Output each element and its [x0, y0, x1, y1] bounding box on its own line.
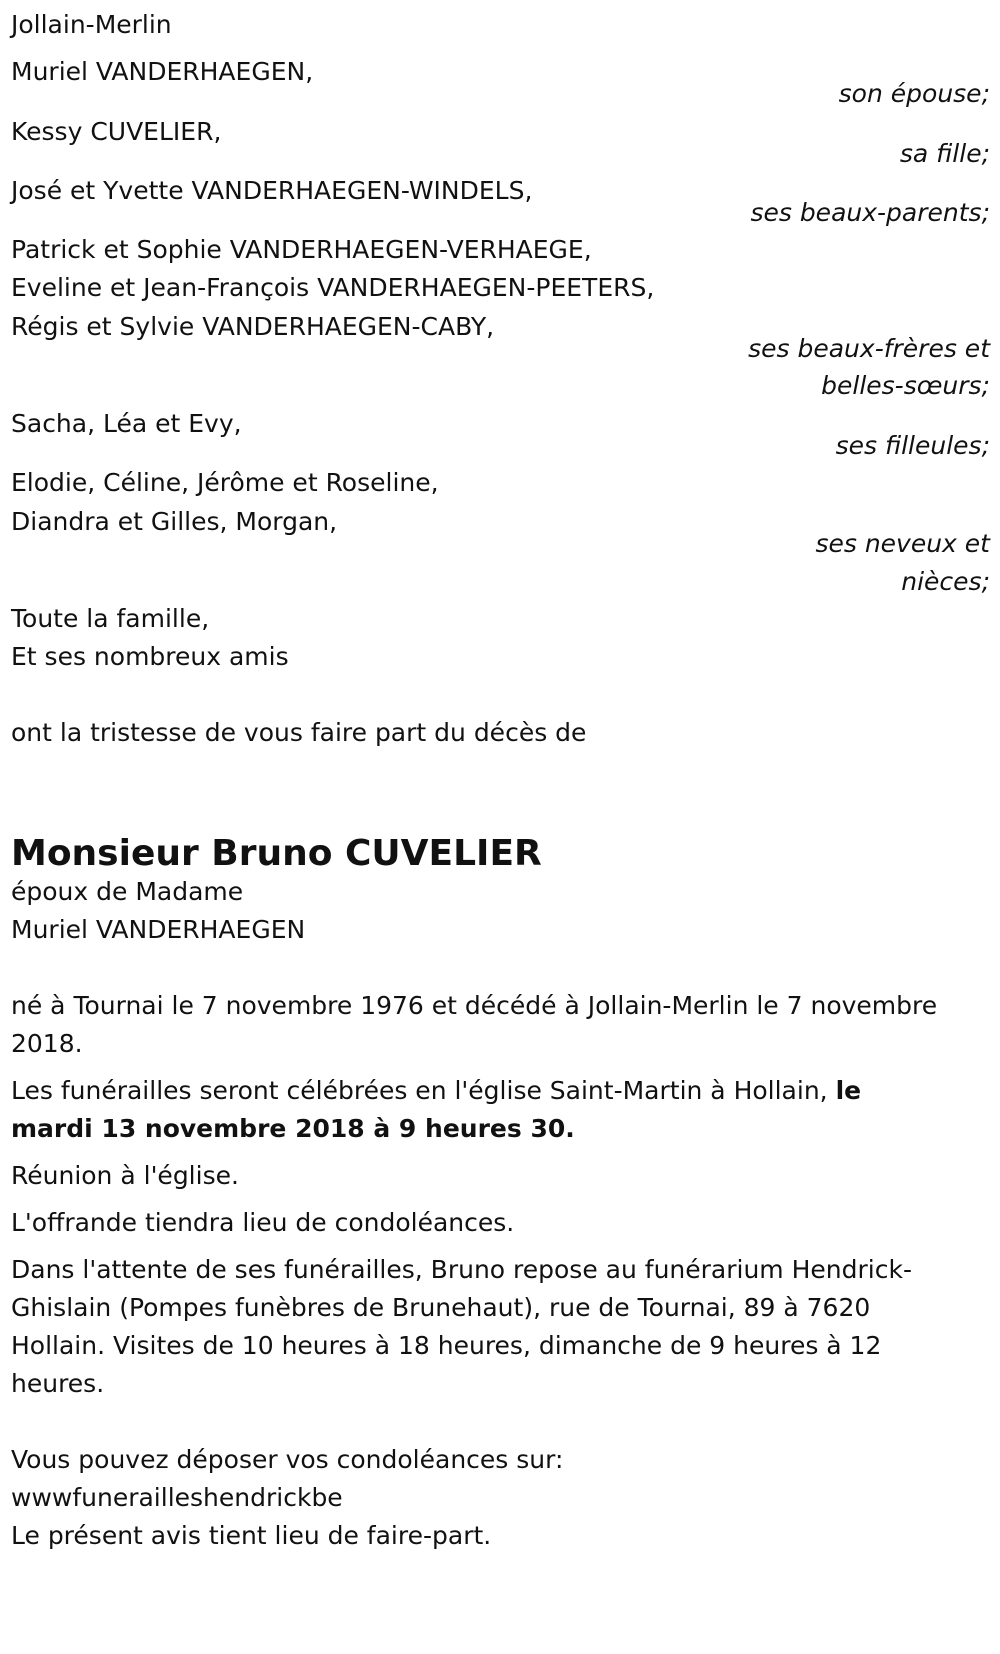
family-names-line: Patrick et Sophie VANDERHAEGEN-VERHAEGE,: [11, 235, 592, 264]
funeral-line: [11, 1114, 575, 1144]
family-relation: ses filleules;: [835, 431, 990, 460]
funeral-line: [11, 1076, 861, 1106]
family-relation: ses beaux-frères et: [748, 334, 990, 363]
closing-family-line: Et ses nombreux amis: [11, 642, 289, 671]
spouse-line: époux de Madame: [11, 877, 244, 906]
notice: Le présent avis tient lieu de faire-part.: [11, 1521, 492, 1550]
birth-death-line: 2018.: [11, 1029, 83, 1058]
visitation-line: Dans l'attente de ses funérailles, Bruno repose au funérarium Hendrick-: [11, 1255, 912, 1284]
visitation-line: Hollain. Visites de 10 heures à 18 heures, dimanche de 9 heures à 12: [11, 1331, 882, 1360]
offering: L'offrande tiendra lieu de condoléances.: [11, 1208, 515, 1237]
announcement: ont la tristesse de vous faire part du décès de: [11, 718, 587, 747]
deceased-name: Monsieur Bruno CUVELIER: [11, 833, 542, 874]
family-relation: nièces;: [901, 567, 990, 596]
family-names-line: Eveline et Jean-François VANDERHAEGEN-PEETERS,: [11, 273, 655, 302]
visitation-line: heures.: [11, 1369, 105, 1398]
family-relation: sa fille;: [899, 139, 990, 168]
family-names-line: Régis et Sylvie VANDERHAEGEN-CABY,: [11, 312, 495, 341]
family-names-line: José et Yvette VANDERHAEGEN-WINDELS,: [11, 176, 533, 205]
place-header: Jollain-Merlin: [11, 10, 172, 39]
condolences-line: Vous pouvez déposer vos condoléances sur:: [11, 1445, 564, 1474]
reunion: Réunion à l'église.: [11, 1161, 239, 1190]
family-names-line: Elodie, Céline, Jérôme et Roseline,: [11, 468, 439, 497]
family-names-line: Diandra et Gilles, Morgan,: [11, 507, 338, 536]
family-names-line: Sacha, Léa et Evy,: [11, 409, 242, 438]
closing-family-line: Toute la famille,: [11, 604, 210, 633]
family-names-line: Muriel VANDERHAEGEN,: [11, 57, 314, 86]
spouse-line: Muriel VANDERHAEGEN: [11, 915, 306, 944]
family-names-line: Kessy CUVELIER,: [11, 117, 222, 146]
family-relation: belles-sœurs;: [821, 371, 990, 400]
visitation-line: Ghislain (Pompes funèbres de Brunehaut), rue de Tournai, 89 à 7620: [11, 1293, 871, 1322]
funeral-date: mardi 13 novembre 2018 à 9 heures 30.: [11, 1114, 575, 1143]
condolences-website: wwwfunerailleshendrickbe: [11, 1483, 343, 1512]
family-relation: son épouse;: [838, 79, 990, 108]
family-relation: ses neveux et: [815, 529, 990, 558]
funeral-date-start: le: [835, 1076, 862, 1105]
birth-death-line: né à Tournai le 7 novembre 1976 et décédé à Jollain-Merlin le 7 novembre: [11, 991, 938, 1020]
family-relation: ses beaux-parents;: [750, 198, 990, 227]
funeral-text: Les funérailles seront célébrées en l'église Saint-Martin à Hollain,: [11, 1076, 836, 1105]
